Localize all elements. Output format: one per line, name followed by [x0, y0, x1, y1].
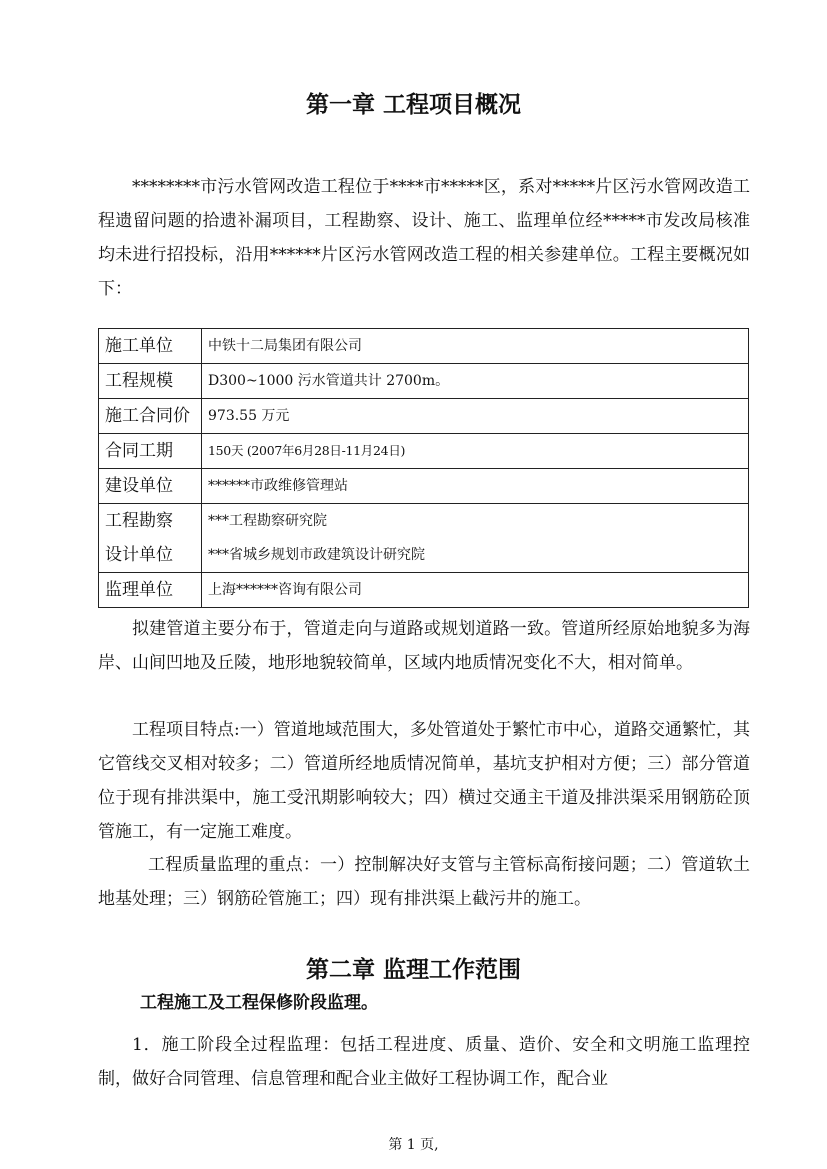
- row-value: 150天 (2007年6月28日-11月24日): [202, 434, 749, 469]
- row-label: 工程规模: [99, 364, 202, 399]
- survey-value: ***工程勘察研究院: [208, 513, 327, 529]
- row-label: 监理单位: [99, 573, 202, 608]
- row-value: ******市政维修管理站: [202, 469, 749, 504]
- table-row: [99, 364, 749, 399]
- chapter-1-title: 第一章 工程项目概况: [305, 92, 521, 118]
- row-value: 973.55 万元: [202, 399, 749, 434]
- table-row: [99, 504, 749, 573]
- survey-label: 工程勘察: [105, 511, 173, 531]
- row-value: [202, 504, 749, 573]
- table-row: [99, 399, 749, 434]
- table-row: [99, 434, 749, 469]
- table-row: [99, 329, 749, 364]
- scope-item-1: 1．施工阶段全过程监理：包括工程进度、质量、造价、安全和文明施工监理控制，做好合同管理、信息管理和配合业主做好工程协调工作，配合业: [98, 1035, 750, 1089]
- page-number: 第 1 页,: [388, 1137, 439, 1153]
- scope-subheading: 工程施工及工程保修阶段监理。: [140, 993, 378, 1013]
- row-label: 施工合同价: [99, 399, 202, 434]
- terrain-paragraph: 拟建管道主要分布于，管道走向与道路或规划道路一致。管道所经原始地貌多为海岸、山间凹地及丘陵，地形地貌较简单，区域内地质情况变化不大，相对简单。: [98, 619, 750, 673]
- intro-paragraph: ********市污水管网改造工程位于****市*****区，系对*****片区污水管网改造工程遗留问题的拾遗补漏项目，工程勘察、设计、施工、监理单位经*****市发改局核准均未进行招投标，沿用******片区污水管网改造工程的相关参建单位。工程主要概况如下：: [98, 177, 750, 299]
- row-label: [99, 504, 202, 573]
- design-label: 设计单位: [105, 545, 173, 565]
- row-value: 上海******咨询有限公司: [202, 573, 749, 608]
- row-value: D300~1000 污水管道共计 2700m。: [202, 364, 749, 399]
- row-value: 中铁十二局集团有限公司: [202, 329, 749, 364]
- project-info-table: [98, 328, 749, 608]
- table-row: [99, 573, 749, 608]
- chapter-2-title: 第二章 监理工作范围: [305, 957, 521, 983]
- row-label: 合同工期: [99, 434, 202, 469]
- table-row: [99, 469, 749, 504]
- features-paragraph: 工程项目特点:一）管道地域范围大，多处管道处于繁忙市中心，道路交通繁忙，其它管线交叉相对较多；二）管道所经地质情况简单，基坑支护相对方便；三）部分管道位于现有排洪渠中，施工受汛期影响较大；四）横过交通主干道及排洪渠采用钢筋砼顶管施工，有一定施工难度。: [98, 720, 750, 842]
- row-label: 施工单位: [99, 329, 202, 364]
- quality-paragraph: 工程质量监理的重点：一）控制解决好支管与主管标高衔接问题；二）管道软土地基处理；三）钢筋砼管施工；四）现有排洪渠上截污井的施工。: [98, 855, 750, 909]
- design-value: ***省城乡规划市政建筑设计研究院: [208, 547, 425, 563]
- row-label: 建设单位: [99, 469, 202, 504]
